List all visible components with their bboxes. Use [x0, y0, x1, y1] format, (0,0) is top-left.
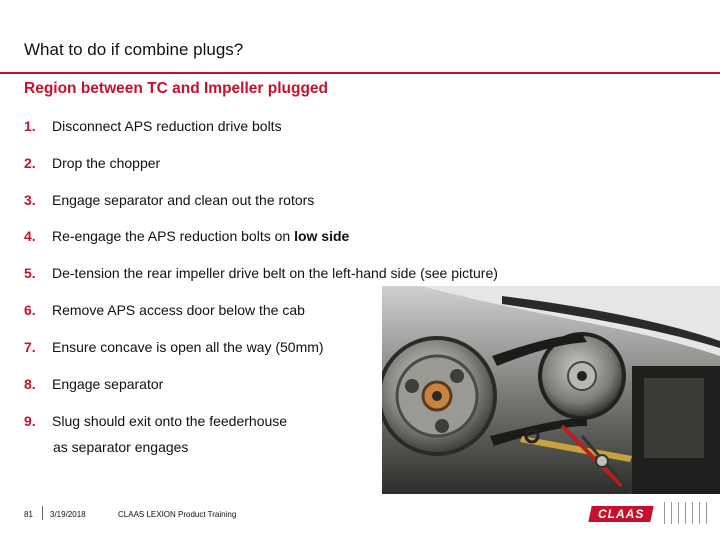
- bar-line: [706, 502, 707, 524]
- step-number: 6.: [24, 302, 36, 318]
- footer-divider: [42, 506, 43, 520]
- step-5: [24, 265, 498, 281]
- step-number: 1.: [24, 118, 36, 134]
- claas-logo: [588, 506, 653, 522]
- step-6: [24, 302, 305, 318]
- pulley-illustration: [382, 286, 720, 494]
- footer-bars-decoration: [664, 502, 707, 524]
- step-9: [24, 413, 287, 429]
- step-3: [24, 192, 314, 208]
- belt-drive-photo: [382, 286, 720, 494]
- footer-course: CLAAS LEXION Product Training: [118, 510, 237, 519]
- step-2: [24, 155, 160, 171]
- step-text: De-tension the rear impeller drive belt on the left-hand side (see picture): [52, 265, 498, 281]
- step-8: [24, 376, 163, 392]
- step-7: [24, 339, 324, 355]
- step-number: 8.: [24, 376, 36, 392]
- step-text: Re-engage the APS reduction bolts on: [52, 228, 295, 244]
- step-number: 7.: [24, 339, 36, 355]
- bar-line: [692, 502, 693, 524]
- step-text: Remove APS access door below the cab: [52, 302, 305, 318]
- page-number: 81: [24, 510, 33, 519]
- step-4: [24, 228, 349, 244]
- step-number: 9.: [24, 413, 36, 429]
- footer-date: 3/19/2018: [50, 510, 86, 519]
- step-1: [24, 118, 282, 134]
- bar-line: [685, 502, 686, 524]
- step-text: Engage separator and clean out the rotors: [52, 192, 315, 208]
- claas-logo-text: CLAAS: [597, 507, 645, 521]
- bar-line: [671, 502, 672, 524]
- step-number: 3.: [24, 192, 36, 208]
- bar-line: [678, 502, 679, 524]
- step-text: Disconnect APS reduction drive bolts: [52, 118, 282, 134]
- step-text: Slug should exit onto the feederhouse: [52, 413, 288, 429]
- step-emphasis: low side: [294, 228, 350, 244]
- step-text: Engage separator: [52, 376, 164, 392]
- title-divider: [0, 72, 720, 74]
- bar-line: [699, 502, 700, 524]
- slide-subtitle: Region between TC and Impeller plugged: [24, 80, 328, 97]
- bar-line: [664, 502, 665, 524]
- step-number: 4.: [24, 228, 36, 244]
- step-number: 5.: [24, 265, 36, 281]
- slide-title: What to do if combine plugs?: [24, 40, 244, 59]
- step-9-continuation: as separator engages: [53, 439, 189, 455]
- step-number: 2.: [24, 155, 36, 171]
- step-text: Ensure concave is open all the way (50mm): [52, 339, 324, 355]
- step-text: Drop the chopper: [52, 155, 161, 171]
